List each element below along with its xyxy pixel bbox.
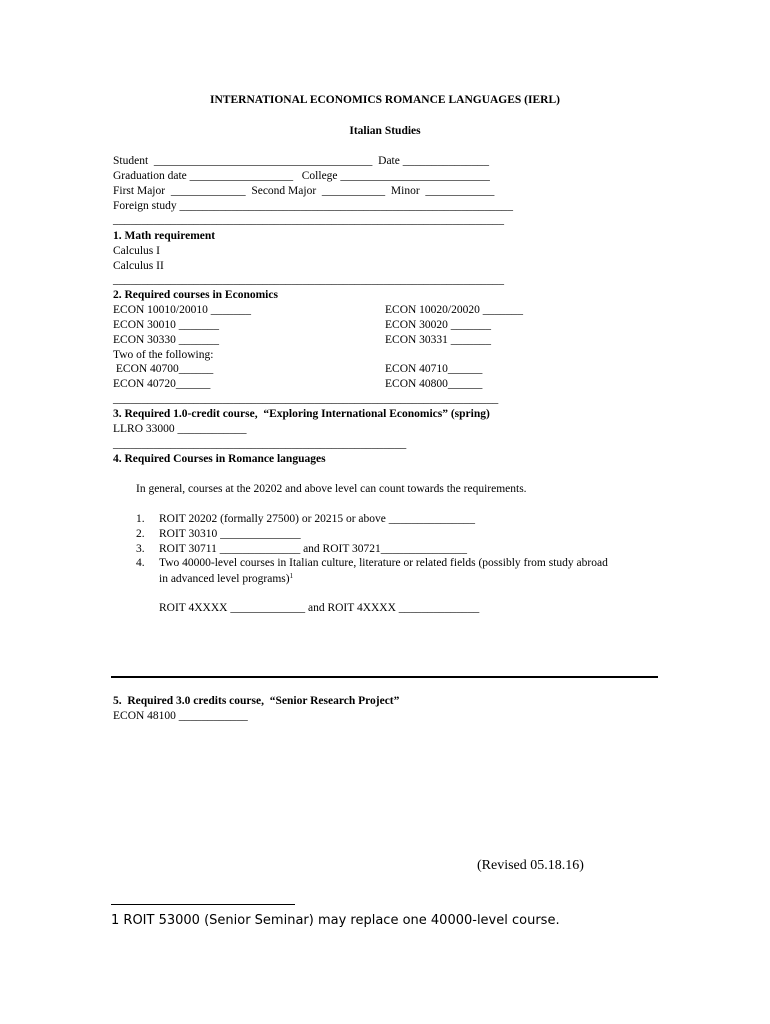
list-item: ROIT 30711 ______________ and ROIT 30721_______________ bbox=[159, 543, 468, 555]
foreign-study-line: Foreign study __________________________________________________________ bbox=[113, 200, 513, 212]
footnote-ref: 1 bbox=[289, 572, 294, 580]
senior-heading: 5. Required 3.0 credits course, “Senior Research Project” bbox=[113, 695, 400, 707]
footnote bbox=[111, 914, 560, 927]
list-item: ECON 30020 _______ bbox=[385, 319, 492, 331]
majors-minor-line: First Major _____________ Second Major ___________ Minor ____________ bbox=[113, 185, 495, 197]
list-item: ECON 40700______ bbox=[113, 363, 214, 375]
graduation-college-line: Graduation date __________________ College __________________________ bbox=[113, 170, 490, 182]
separator-line: ____________________________________________________________________ bbox=[113, 274, 504, 286]
list-item: Calculus I bbox=[113, 245, 160, 257]
two-of-following: Two of the following: bbox=[113, 349, 214, 361]
list-item: ROIT 4XXXX _____________ and ROIT 4XXXX ______________ bbox=[159, 602, 480, 614]
footnote-divider bbox=[111, 904, 295, 905]
footnote-text: ROIT 53000 (Senior Seminar) may replace one 40000-level course. bbox=[119, 913, 560, 928]
list-item-continuation bbox=[159, 573, 293, 586]
item4-cont-text: in advanced level programs) bbox=[159, 573, 290, 585]
list-item-number: 4. bbox=[136, 557, 145, 569]
list-item: ECON 10020/20020 _______ bbox=[385, 304, 523, 316]
list-item: ECON 10010/20010 _______ bbox=[113, 304, 251, 316]
list-item: Calculus II bbox=[113, 260, 164, 272]
list-item: ECON 40710______ bbox=[385, 363, 483, 375]
list-item: ECON 48100 ____________ bbox=[113, 710, 248, 722]
separator-line: ___________________________________________________ bbox=[113, 438, 407, 450]
list-item-number: 1. bbox=[136, 513, 145, 525]
section-divider bbox=[111, 676, 658, 678]
list-item: ECON 40800______ bbox=[385, 378, 483, 390]
student-date-line: Student ______________________________________ Date _______________ bbox=[113, 155, 489, 167]
econ-heading: 2. Required courses in Economics bbox=[113, 289, 278, 301]
list-item: ECON 30010 _______ bbox=[113, 319, 220, 331]
list-item: ROIT 30310 ______________ bbox=[159, 528, 301, 540]
footnote-mark: 1 bbox=[111, 913, 120, 928]
list-item: ECON 30331 _______ bbox=[385, 334, 492, 346]
list-item-number: 3. bbox=[136, 543, 145, 555]
page-title: INTERNATIONAL ECONOMICS ROMANCE LANGUAGES (IERL) bbox=[210, 94, 560, 106]
separator-line: ___________________________________________________________________ bbox=[113, 393, 499, 405]
list-item: ECON 30330 _______ bbox=[113, 334, 220, 346]
list-item-number: 2. bbox=[136, 528, 145, 540]
romance-heading: 4. Required Courses in Romance languages bbox=[113, 453, 326, 465]
list-item: ROIT 20202 (formally 27500) or 20215 or above _______________ bbox=[159, 513, 475, 525]
list-item: ECON 40720______ bbox=[113, 378, 211, 390]
separator-line: ____________________________________________________________________ bbox=[113, 214, 504, 226]
romance-intro: In general, courses at the 20202 and above level can count towards the requirements. bbox=[136, 483, 527, 495]
math-heading: 1. Math requirement bbox=[113, 230, 216, 242]
list-item: Two 40000-level courses in Italian culture, literature or related fields (possibly from study abroad bbox=[159, 557, 608, 569]
revised-date: (Revised 05.18.16) bbox=[477, 858, 584, 873]
llro-heading: 3. Required 1.0-credit course, “Exploring International Economics” (spring) bbox=[113, 408, 490, 420]
page-subtitle: Italian Studies bbox=[349, 125, 421, 137]
list-item: LLRO 33000 ____________ bbox=[113, 423, 247, 435]
